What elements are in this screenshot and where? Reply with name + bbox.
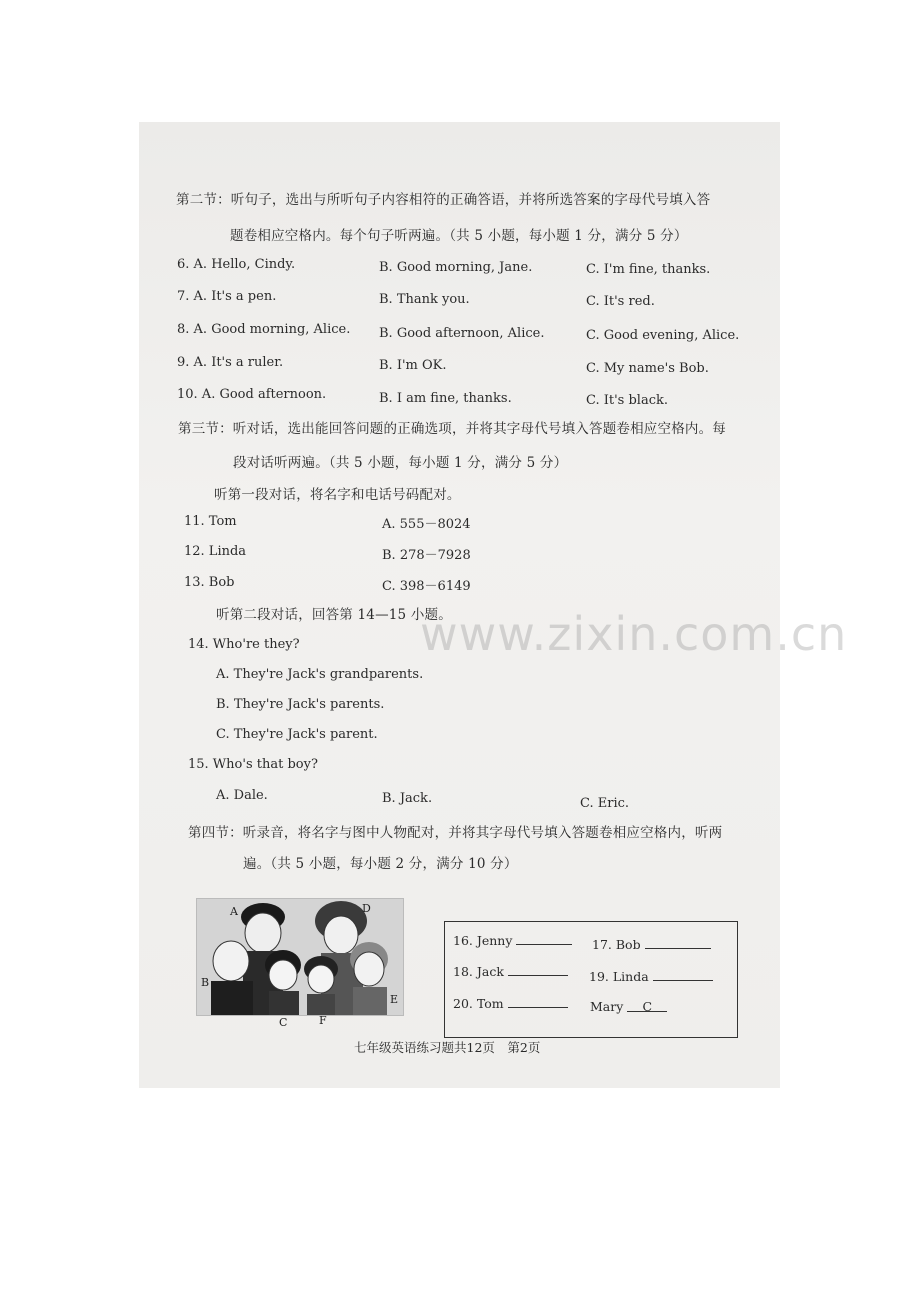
mary-example-row	[590, 999, 667, 1015]
q17-blank[interactable]	[645, 936, 711, 949]
q9-option-b: B. I'm OK.	[379, 358, 447, 373]
q10-option-c: C. It's black.	[586, 393, 669, 408]
section3-sub2: 听第二段对话，回答第 14—15 小题。	[216, 607, 452, 623]
q8-option-b: B. Good afternoon, Alice.	[379, 326, 545, 341]
section3-title-2: 段对话听两遍。（共 5 小题，每小题 1 分，满分 5 分）	[233, 455, 568, 471]
section3-title: 第三节：听对话，选出能回答问题的正确选项，并将其字母代号填入答题卷相应空格内。每	[178, 421, 726, 437]
q6-option-b: B. Good morning, Jane.	[379, 260, 533, 275]
q20-blank[interactable]	[508, 995, 568, 1008]
section2-title-2: 题卷相应空格内。每个句子听两遍。（共 5 小题，每小题 1 分，满分 5 分）	[230, 228, 688, 244]
q18-row	[453, 963, 568, 980]
q8-option-c: C. Good evening, Alice.	[586, 328, 740, 343]
section4-title: 第四节：听录音，将名字与图中人物配对，并将其字母代号填入答题卷相应空格内，听两	[188, 825, 723, 841]
q7-option-c: C. It's red.	[586, 294, 655, 309]
q18-label: 18. Jack	[453, 964, 504, 979]
picture-label-b: B	[201, 976, 210, 989]
q15-option-a: A. Dale.	[216, 788, 268, 803]
q10-option-b: B. I am fine, thanks.	[379, 391, 512, 406]
q15-option-b: B. Jack.	[382, 791, 433, 806]
page-footer: 七年级英语练习题共12页 第2页	[354, 1040, 541, 1055]
q12-phone: B. 278－7928	[382, 548, 471, 563]
q13-phone: C. 398－6149	[382, 579, 471, 594]
q17-label: 17. Bob	[592, 937, 641, 952]
picture-label-f: F	[319, 1014, 327, 1027]
q11-name: 11. Tom	[184, 514, 237, 529]
mary-label: Mary	[590, 999, 624, 1014]
watermark: www.zixin.com.cn	[420, 607, 848, 661]
q16-row	[453, 932, 572, 949]
q17-row	[592, 936, 711, 953]
q9-option-a: 9. A. It's a ruler.	[177, 355, 284, 370]
picture-label-d: D	[362, 902, 371, 915]
q19-row	[589, 968, 713, 985]
section3-sub1: 听第一段对话，将名字和电话号码配对。	[214, 487, 461, 503]
q15-question: 15. Who's that boy?	[188, 757, 318, 772]
q12-name: 12. Linda	[184, 544, 247, 559]
q7-option-b: B. Thank you.	[379, 292, 470, 307]
q15-option-c: C. Eric.	[580, 796, 630, 811]
q19-blank[interactable]	[653, 968, 713, 981]
q6-option-c: C. I'm fine, thanks.	[586, 262, 711, 277]
q9-option-c: C. My name's Bob.	[586, 361, 709, 376]
q20-row	[453, 995, 568, 1012]
q6-option-a: 6. A. Hello, Cindy.	[177, 257, 296, 272]
picture-label-e: E	[390, 993, 399, 1006]
section4-title-2: 遍。（共 5 小题，每小题 2 分，满分 10 分）	[243, 856, 518, 872]
family-picture	[196, 898, 404, 1016]
q14-question: 14. Who're they?	[188, 637, 300, 652]
picture-label-c: C	[279, 1016, 288, 1029]
picture-label-a: A	[230, 905, 238, 918]
q13-name: 13. Bob	[184, 575, 235, 590]
q16-blank[interactable]	[516, 932, 572, 945]
q14-option-a: A. They're Jack's grandparents.	[216, 667, 424, 682]
q19-label: 19. Linda	[589, 969, 649, 984]
q8-option-a: 8. A. Good morning, Alice.	[177, 322, 351, 337]
q20-label: 20. Tom	[453, 996, 504, 1011]
family-illustration	[197, 899, 403, 1015]
section2-title: 第二节：听句子，选出与所听句子内容相符的正确答语，并将所选答案的字母代号填入答	[176, 192, 711, 208]
q16-label: 16. Jenny	[453, 933, 513, 948]
q7-option-a: 7. A. It's a pen.	[177, 289, 277, 304]
q18-blank[interactable]	[508, 963, 568, 976]
q10-option-a: 10. A. Good afternoon.	[177, 387, 327, 402]
mary-answer: C	[627, 999, 667, 1012]
q11-phone: A. 555－8024	[382, 517, 471, 532]
q14-option-c: C. They're Jack's parent.	[216, 727, 378, 742]
q14-option-b: B. They're Jack's parents.	[216, 697, 385, 712]
